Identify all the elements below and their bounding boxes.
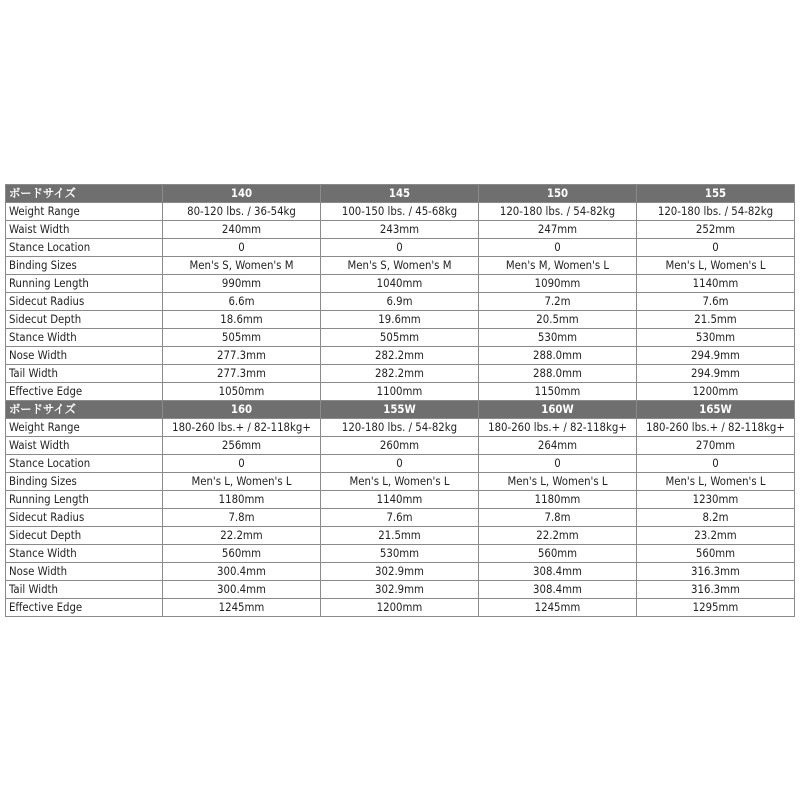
spec-value: 1200mm <box>637 383 795 401</box>
board-size-header: 145 <box>321 185 479 203</box>
spec-label: Sidecut Radius <box>6 293 163 311</box>
spec-row <box>6 527 795 545</box>
spec-row <box>6 473 795 491</box>
spec-value: Men's L, Women's L <box>163 473 321 491</box>
spec-value: 302.9mm <box>321 563 479 581</box>
spec-value: 0 <box>479 239 637 257</box>
board-size-header: 150 <box>479 185 637 203</box>
spec-value: 180-260 lbs.+ / 82-118kg+ <box>479 419 637 437</box>
spec-label: Stance Width <box>6 545 163 563</box>
spec-value: 270mm <box>637 437 795 455</box>
spec-value: 294.9mm <box>637 365 795 383</box>
spec-value: 530mm <box>321 545 479 563</box>
spec-label: Sidecut Radius <box>6 509 163 527</box>
spec-value: 7.2m <box>479 293 637 311</box>
spec-value: 0 <box>479 455 637 473</box>
spec-value: Men's L, Women's L <box>637 257 795 275</box>
spec-value: 20.5mm <box>479 311 637 329</box>
spec-label: Running Length <box>6 491 163 509</box>
spec-value: 23.2mm <box>637 527 795 545</box>
spec-value: 277.3mm <box>163 365 321 383</box>
spec-value: 1150mm <box>479 383 637 401</box>
spec-value: 18.6mm <box>163 311 321 329</box>
spec-row <box>6 383 795 401</box>
spec-value: 6.9m <box>321 293 479 311</box>
spec-value: 100-150 lbs. / 45-68kg <box>321 203 479 221</box>
spec-value: 1140mm <box>321 491 479 509</box>
spec-value: Men's L, Women's L <box>321 473 479 491</box>
spec-label: Running Length <box>6 275 163 293</box>
spec-value: 316.3mm <box>637 581 795 599</box>
spec-value: 180-260 lbs.+ / 82-118kg+ <box>163 419 321 437</box>
spec-value: Men's S, Women's M <box>321 257 479 275</box>
spec-row <box>6 365 795 383</box>
spec-value: 1090mm <box>479 275 637 293</box>
spec-value: 22.2mm <box>163 527 321 545</box>
spec-value: 505mm <box>321 329 479 347</box>
spec-label: Waist Width <box>6 221 163 239</box>
spec-value: 0 <box>163 239 321 257</box>
board-size-header: 160W <box>479 401 637 419</box>
spec-value: 1140mm <box>637 275 795 293</box>
spec-value: 6.6m <box>163 293 321 311</box>
spec-row <box>6 329 795 347</box>
spec-value: 120-180 lbs. / 54-82kg <box>321 419 479 437</box>
spec-label: Nose Width <box>6 563 163 581</box>
spec-table-body <box>6 185 795 617</box>
board-size-header: 155W <box>321 401 479 419</box>
board-size-header-label: ボードサイズ <box>6 185 163 203</box>
spec-value: 1180mm <box>479 491 637 509</box>
spec-value: 22.2mm <box>479 527 637 545</box>
spec-label: Weight Range <box>6 203 163 221</box>
spec-value: 505mm <box>163 329 321 347</box>
spec-label: Binding Sizes <box>6 257 163 275</box>
spec-row <box>6 437 795 455</box>
board-size-header: 140 <box>163 185 321 203</box>
spec-row <box>6 239 795 257</box>
spec-value: 294.9mm <box>637 347 795 365</box>
spec-value: 19.6mm <box>321 311 479 329</box>
spec-value: 120-180 lbs. / 54-82kg <box>637 203 795 221</box>
spec-value: 1050mm <box>163 383 321 401</box>
spec-label: Effective Edge <box>6 599 163 617</box>
board-size-header-label: ボードサイズ <box>6 401 163 419</box>
spec-value: 1245mm <box>479 599 637 617</box>
spec-value: 256mm <box>163 437 321 455</box>
spec-value: 1295mm <box>637 599 795 617</box>
spec-value: 308.4mm <box>479 563 637 581</box>
spec-value: 1230mm <box>637 491 795 509</box>
spec-row <box>6 545 795 563</box>
spec-value: 8.2m <box>637 509 795 527</box>
spec-value: 560mm <box>163 545 321 563</box>
spec-value: 288.0mm <box>479 347 637 365</box>
spec-value: 252mm <box>637 221 795 239</box>
spec-row <box>6 293 795 311</box>
spec-value: 300.4mm <box>163 581 321 599</box>
spec-row <box>6 311 795 329</box>
spec-value: 0 <box>321 239 479 257</box>
spec-value: 1180mm <box>163 491 321 509</box>
spec-value: 530mm <box>637 329 795 347</box>
spec-value: 243mm <box>321 221 479 239</box>
spec-row <box>6 347 795 365</box>
spec-value: 180-260 lbs.+ / 82-118kg+ <box>637 419 795 437</box>
spec-value: 7.6m <box>637 293 795 311</box>
spec-value: 560mm <box>479 545 637 563</box>
spec-row <box>6 563 795 581</box>
spec-value: 1100mm <box>321 383 479 401</box>
spec-value: 80-120 lbs. / 36-54kg <box>163 203 321 221</box>
spec-value: 264mm <box>479 437 637 455</box>
spec-value: 7.8m <box>479 509 637 527</box>
spec-value: 282.2mm <box>321 347 479 365</box>
spec-label: Nose Width <box>6 347 163 365</box>
spec-row <box>6 509 795 527</box>
spec-value: 302.9mm <box>321 581 479 599</box>
spec-value: 300.4mm <box>163 563 321 581</box>
spec-row <box>6 275 795 293</box>
spec-value: Men's L, Women's L <box>479 473 637 491</box>
spec-label: Sidecut Depth <box>6 311 163 329</box>
spec-row <box>6 455 795 473</box>
spec-label: Binding Sizes <box>6 473 163 491</box>
spec-value: 0 <box>163 455 321 473</box>
spec-value: 530mm <box>479 329 637 347</box>
spec-value: 1040mm <box>321 275 479 293</box>
spec-row <box>6 257 795 275</box>
spec-row <box>6 491 795 509</box>
board-size-header: 165W <box>637 401 795 419</box>
spec-value: 21.5mm <box>321 527 479 545</box>
spec-value: 316.3mm <box>637 563 795 581</box>
spec-value: 120-180 lbs. / 54-82kg <box>479 203 637 221</box>
spec-label: Effective Edge <box>6 383 163 401</box>
spec-value: 247mm <box>479 221 637 239</box>
spec-value: 560mm <box>637 545 795 563</box>
spec-label: Stance Location <box>6 239 163 257</box>
spec-value: 260mm <box>321 437 479 455</box>
size-header-row <box>6 185 795 203</box>
spec-row <box>6 599 795 617</box>
spec-value: 277.3mm <box>163 347 321 365</box>
spec-value: Men's L, Women's L <box>637 473 795 491</box>
spec-value: 21.5mm <box>637 311 795 329</box>
spec-label: Weight Range <box>6 419 163 437</box>
spec-label: Sidecut Depth <box>6 527 163 545</box>
spec-label: Stance Location <box>6 455 163 473</box>
spec-label: Tail Width <box>6 365 163 383</box>
size-header-row <box>6 401 795 419</box>
spec-value: 7.8m <box>163 509 321 527</box>
spec-row <box>6 221 795 239</box>
spec-label: Stance Width <box>6 329 163 347</box>
spec-value: 0 <box>321 455 479 473</box>
spec-value: 1200mm <box>321 599 479 617</box>
board-size-header: 160 <box>163 401 321 419</box>
spec-value: 0 <box>637 239 795 257</box>
spec-row <box>6 419 795 437</box>
spec-value: 1245mm <box>163 599 321 617</box>
spec-value: 7.6m <box>321 509 479 527</box>
spec-row <box>6 203 795 221</box>
spec-label: Waist Width <box>6 437 163 455</box>
spec-value: 282.2mm <box>321 365 479 383</box>
spec-label: Tail Width <box>6 581 163 599</box>
spec-value: 990mm <box>163 275 321 293</box>
spec-value: 288.0mm <box>479 365 637 383</box>
spec-value: 240mm <box>163 221 321 239</box>
spec-value: 0 <box>637 455 795 473</box>
board-size-header: 155 <box>637 185 795 203</box>
board-spec-table <box>5 184 795 617</box>
spec-row <box>6 581 795 599</box>
spec-value: 308.4mm <box>479 581 637 599</box>
spec-value: Men's M, Women's L <box>479 257 637 275</box>
spec-value: Men's S, Women's M <box>163 257 321 275</box>
